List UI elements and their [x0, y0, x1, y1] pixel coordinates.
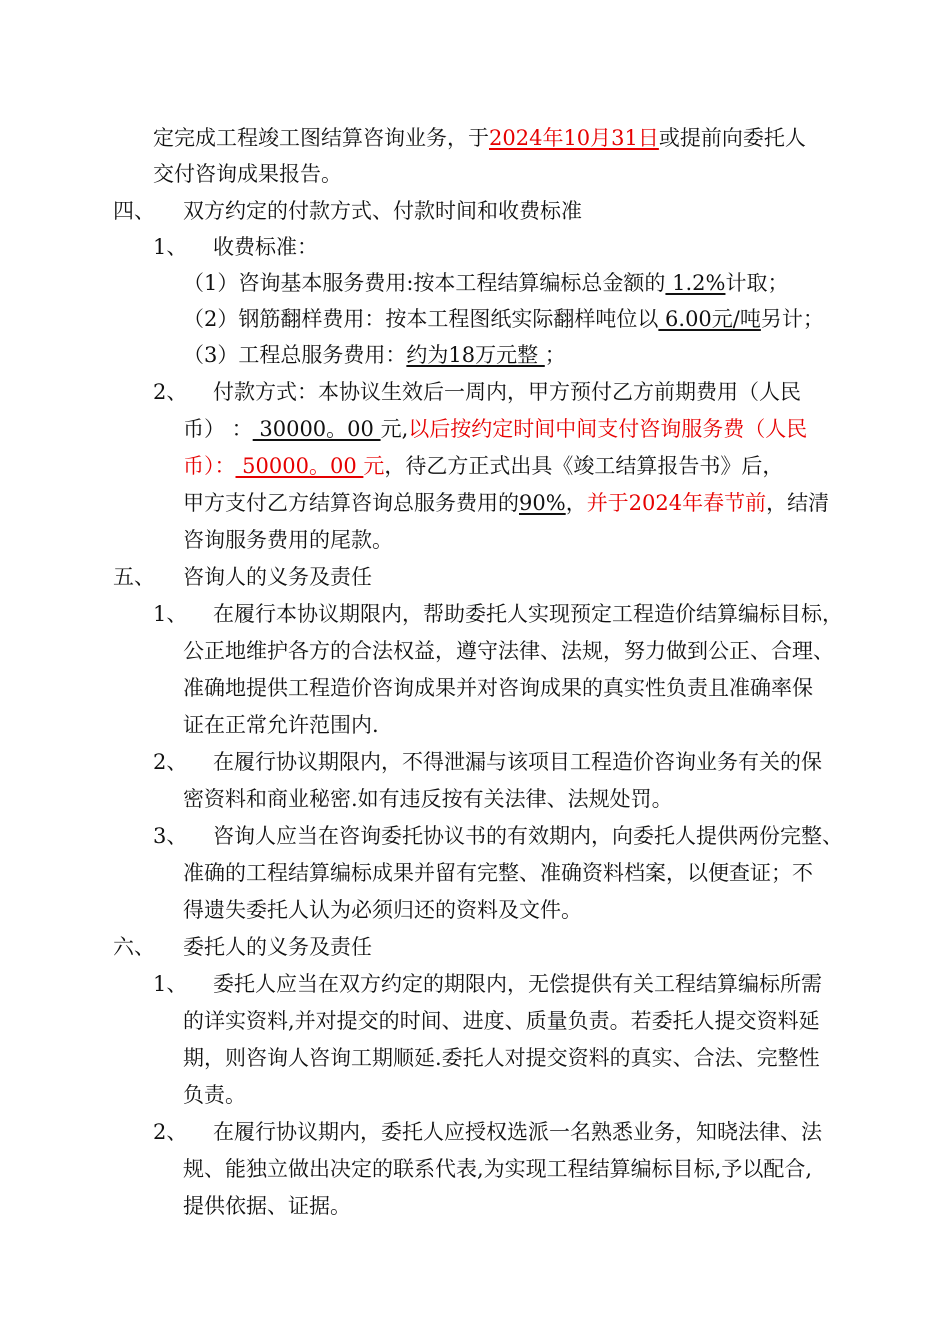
fee-total: [183, 341, 566, 369]
payment-line-4: [183, 489, 829, 517]
fee-rebar-price: 6.00元/吨: [658, 307, 761, 331]
s5-item-1-line-2: 公正地维护各方的合法权益，遵守法律、法规，努力做到公正、合理、: [183, 639, 834, 663]
s6-item-1-number: 1、: [153, 972, 188, 996]
payment-text: ，: [565, 491, 587, 515]
s5-item-3-line-3: 得遗失委托人认为必须归还的资料及文件。: [183, 898, 582, 922]
s5-item-2-line-2: 密资料和商业秘密.如有违反按有关法律、法规处罚。: [183, 787, 673, 811]
intro-text: 或提前向委托人: [658, 126, 806, 150]
section-4-title: 双方约定的付款方式、付款时间和收费标准: [183, 199, 582, 223]
intro-text: 定完成工程竣工图结算咨询业务，于: [153, 126, 489, 150]
fee-basic-service: [183, 269, 788, 297]
payment-deadline: 并于2024年春节前: [586, 491, 767, 515]
prepayment-amount: 30000。00: [252, 417, 381, 441]
payment-line-2: [183, 415, 807, 443]
s5-item-1-line-3: 准确地提供工程造价咨询成果并对咨询成果的真实性负责且准确率保: [183, 676, 813, 700]
s6-item-1-line-1: 委托人应当在双方约定的期限内，无偿提供有关工程结算编标所需: [213, 972, 822, 996]
s6-item-1-line-4: 负责。: [183, 1083, 246, 1107]
s6-item-1-line-2: 的详实资料,并对提交的时间、进度、质量负责。若委托人提交资料延: [183, 1009, 820, 1033]
fee-text: （1）咨询基本服务费用:按本工程结算编标总金额的: [183, 271, 666, 295]
section-4-number: 四、: [113, 199, 155, 223]
fee-text: ；: [544, 343, 566, 367]
payment-red-text: 币）：: [183, 454, 236, 478]
section-5-title: 咨询人的义务及责任: [183, 565, 372, 589]
interim-payment-amount: 50000。00: [235, 454, 364, 478]
s6-item-1-line-3: 期，则咨询人咨询工期顺延.委托人对提交资料的真实、合法、完整性: [183, 1046, 820, 1070]
intro-line-1: [153, 124, 806, 152]
fee-total-amount: 约为18万元整: [406, 343, 545, 367]
s6-item-2-number: 2、: [153, 1120, 188, 1144]
s6-item-2-line-2: 规、能独立做出决定的联系代表,为实现工程结算编标目标,予以配合,: [183, 1157, 813, 1181]
payment-red-text: 以后按约定时间中间支付咨询服务费（人民: [408, 417, 808, 441]
payment-text: ，待乙方正式出具《竣工结算报告书》后，: [384, 454, 784, 478]
payment-line-1: 付款方式：本协议生效后一周内，甲方预付乙方前期费用（人民: [213, 380, 801, 404]
payment-line-3: [183, 452, 783, 480]
fee-rebar: [183, 305, 824, 333]
s5-item-3-line-1: 咨询人应当在咨询委托协议书的有效期内，向委托人提供两份完整、: [213, 824, 843, 848]
payment-text: 元,: [380, 417, 409, 441]
fee-text: （3）工程总服务费用：: [183, 343, 407, 367]
section-5-number: 五、: [113, 565, 155, 589]
payment-red-text: 元: [363, 454, 385, 478]
section-6-number: 六、: [113, 935, 155, 959]
section-6-title: 委托人的义务及责任: [183, 935, 372, 959]
s5-item-1-number: 1、: [153, 602, 188, 626]
payment-text: 币） ：: [183, 417, 253, 441]
s6-item-2-line-3: 提供依据、证据。: [183, 1194, 351, 1218]
s5-item-1-line-4: 证在正常允许范围内.: [183, 713, 379, 737]
s5-item-2-number: 2、: [153, 750, 188, 774]
fee-text: （2）钢筋翻样费用：按本工程图纸实际翻样吨位以: [183, 307, 659, 331]
intro-line-2: 交付咨询成果报告。: [153, 162, 342, 186]
payment-line-5: 咨询服务费用的尾款。: [183, 528, 393, 552]
payment-text: ，结清: [766, 491, 830, 515]
s5-item-3-number: 3、: [153, 824, 188, 848]
s5-item-2-line-1: 在履行协议期限内，不得泄漏与该项目工程造价咨询业务有关的保: [213, 750, 822, 774]
s4-item-1-title: 收费标准：: [213, 235, 318, 259]
s5-item-1-line-1: 在履行本协议期限内，帮助委托人实现预定工程造价结算编标目标，: [213, 602, 843, 626]
s4-item-2-number: 2、: [153, 380, 188, 404]
deadline-date: 2024年10月31日: [489, 126, 659, 150]
payment-percentage: 90%: [519, 491, 566, 515]
s4-item-1-number: 1、: [153, 235, 188, 259]
fee-text: 另计；: [760, 307, 824, 331]
fee-text: 计取；: [725, 271, 789, 295]
payment-text: 甲方支付乙方结算咨询总服务费用的: [183, 491, 519, 515]
fee-rate: 1.2%: [665, 271, 726, 295]
s5-item-3-line-2: 准确的工程结算编标成果并留有完整、准确资料档案，以便查证；不: [183, 861, 813, 885]
s6-item-2-line-1: 在履行协议期内，委托人应授权选派一名熟悉业务，知晓法律、法: [213, 1120, 822, 1144]
